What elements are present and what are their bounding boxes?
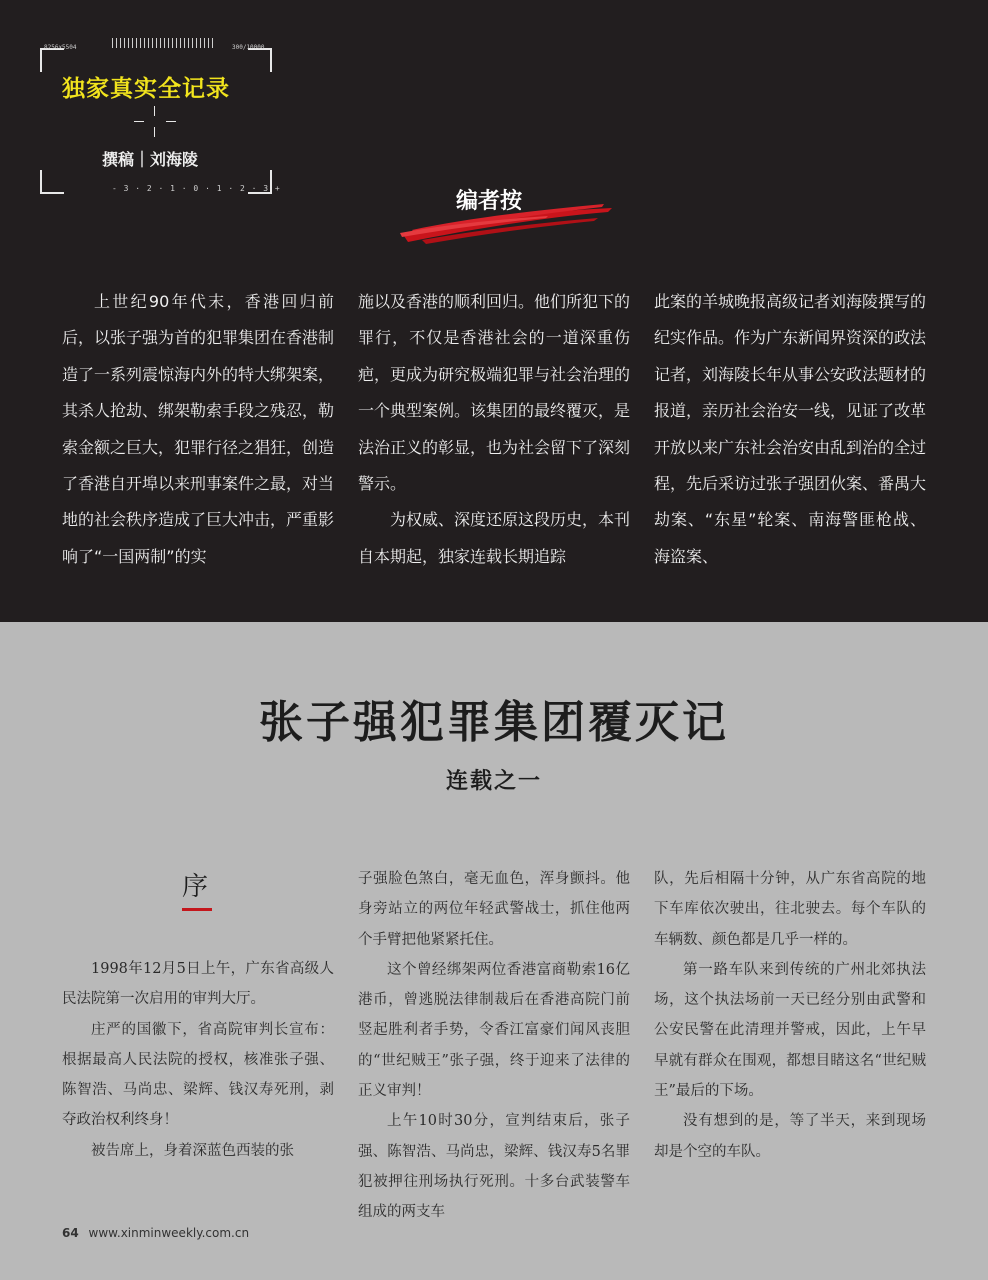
paragraph: 此案的羊城晚报高级记者刘海陵撰写的纪实作品。作为广东新闻界资深的政法记者，刘海陵长年从事公安政法题材的报道，亲历社会治安一线，见证了改革开放以来广东社会治安由乱到治的全过程，先后采访过张子强团伙案、番禺大劫案、“东星”轮案、南海警匪枪战、海盗案、 xyxy=(654,292,927,566)
viewfinder-corner xyxy=(40,170,64,194)
website-url: www.xinminweekly.com.cn xyxy=(88,1226,250,1240)
page-number: 64 xyxy=(62,1226,79,1240)
editor-note-label: 编者按 xyxy=(456,188,523,214)
crosshair-line xyxy=(154,127,155,137)
article-subtitle: 连载之一 xyxy=(445,768,542,794)
page-footer xyxy=(62,1226,249,1240)
paragraph: 这个曾经绑架两位香港富商勒索16亿港币，曾逃脱法律制裁后在香港高院门前竖起胜利者手势，令香江富豪们闻风丧胆的“世纪贼王”张子强，终于迎来了法律的正义审判！ xyxy=(358,961,630,1100)
author-byline: 撰稿｜刘海陵 xyxy=(102,150,199,169)
viewfinder-corner xyxy=(248,48,272,72)
editor-note-column-2 xyxy=(358,284,630,575)
crosshair-line xyxy=(154,106,155,116)
article-column-3 xyxy=(654,864,926,1167)
paragraph: 1998年12月5日上午，广东省高级人民法院第一次启用的审判大厅。 xyxy=(62,961,334,1008)
section-heading: 序 xyxy=(182,872,209,902)
paragraph: 被告席上，身着深蓝色西装的张 xyxy=(91,1142,294,1159)
article-column-1 xyxy=(62,954,334,1166)
article-column-2 xyxy=(358,864,630,1228)
paragraph: 庄严的国徽下，省高院审判长宣布：根据最高人民法院的授权，核准张子强、陈智浩、马尚忠、梁辉、钱汉寿死刑，剥夺政治权利终身！ xyxy=(62,1021,334,1129)
section-title: 独家真实全记录 xyxy=(62,76,230,102)
paragraph: 上午10时30分，宣判结束后，张子强、陈智浩、马尚忠，梁辉、钱汉寿5名罪犯被押往刑场执行死刑。十多台武装警车组成的两支车 xyxy=(358,1113,630,1221)
heading-underline xyxy=(182,908,212,911)
paragraph: 队，先后相隔十分钟，从广东省高院的地下车库依次驶出，往北驶去。每个车队的车辆数、颜色都是几乎一样的。 xyxy=(654,871,926,948)
resolution-label: 8256x5504 xyxy=(44,44,77,51)
editor-note-column-3 xyxy=(654,284,926,575)
crosshair-line xyxy=(166,121,176,122)
paragraph: 为权威、深度还原这段历史，本刊自本期起，独家连载长期追踪 xyxy=(358,510,631,566)
paragraph: 没有想到的是，等了半天，来到现场却是个空的车队。 xyxy=(654,1113,926,1160)
paragraph: 第一路车队来到传统的广州北郊执法场，这个执法场前一天已经分别由武警和公安民警在此清理并警戒，因此，上午早早就有群众在围观，都想目睹这名“世纪贼王”最后的下场。 xyxy=(654,961,926,1100)
exposure-ticks xyxy=(112,38,216,48)
article-title: 张子强犯罪集团覆灭记 xyxy=(259,697,729,748)
exposure-scale: - 3 · 2 · 1 · 0 · 1 · 2 · 3 + xyxy=(112,184,281,193)
shot-counter: 300/10000 xyxy=(232,44,265,51)
paragraph: 子强脸色煞白，毫无血色，浑身颤抖。他身旁站立的两位年轻武警战士，抓住他两个手臂把他紧紧托住。 xyxy=(358,871,630,948)
paragraph: 上世纪90年代末，香港回归前后，以张子强为首的犯罪集团在香港制造了一系列震惊海内外的特大绑架案，其杀人抢劫、绑架勒索手段之残忍，勒索金额之巨大，犯罪行径之猖狂，创造了香港自开埠以来刑事案件之最，对当地的社会秩序造成了巨大冲击，严重影响了“一国两制”的实 xyxy=(62,292,335,566)
viewfinder-corner xyxy=(40,48,64,72)
editor-note-column-1 xyxy=(62,284,334,575)
paragraph: 施以及香港的顺利回归。他们所犯下的罪行，不仅是香港社会的一道深重伤疤，更成为研究极端犯罪与社会治理的一个典型案例。该集团的最终覆灭，是法治正义的彰显，也为社会留下了深刻警示。 xyxy=(358,292,631,494)
crosshair-line xyxy=(134,121,144,122)
